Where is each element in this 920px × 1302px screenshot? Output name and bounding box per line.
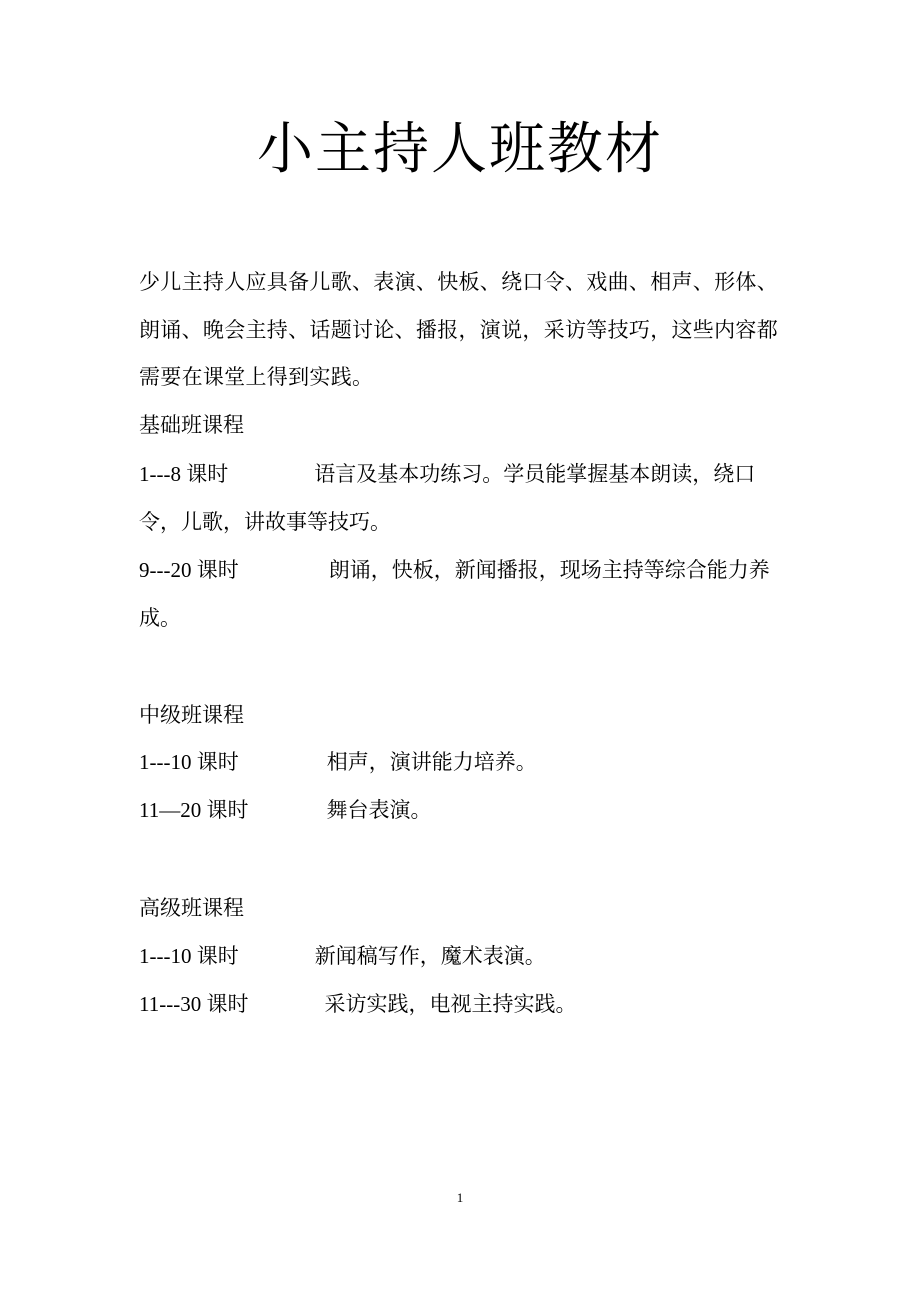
advanced-course-heading: 高级班课程 <box>139 896 244 920</box>
lesson-range: 1---10 课时 <box>139 944 239 968</box>
lesson-range: 9---20 课时 <box>139 558 239 582</box>
intermediate-course-heading: 中级班课程 <box>139 703 244 727</box>
intermediate-course-row-2 <box>139 786 787 834</box>
lesson-content: 朗诵，快板，新闻播报，现场主持等综合能力养成。 <box>139 558 770 630</box>
advanced-course-row-1 <box>139 932 787 980</box>
lesson-content: 新闻稿写作，魔术表演。 <box>314 944 546 968</box>
advanced-course-row-2 <box>139 980 787 1028</box>
basic-course-heading: 基础班课程 <box>139 413 244 437</box>
basic-course-row-2 <box>139 546 787 642</box>
lesson-range: 1---10 课时 <box>139 750 239 774</box>
intro-paragraph: 少儿主持人应具备儿歌、表演、快板、绕口令、戏曲、相声、形体、朗诵、晚会主持、话题讨论、播报，演说，采访等技巧，这些内容都需要在课堂上得到实践。 <box>139 270 778 389</box>
basic-course-row-1 <box>139 450 787 546</box>
lesson-content: 采访实践，电视主持实践。 <box>324 992 577 1016</box>
intermediate-course-row-1 <box>139 738 787 786</box>
lesson-content: 语言及基本功练习。学员能掌握基本朗读，绕口令，儿歌，讲故事等技巧。 <box>139 462 756 534</box>
page-number: 1 <box>456 1190 464 1205</box>
document-title: 小主持人班教材 <box>257 117 663 182</box>
lesson-range: 11---30 课时 <box>139 992 249 1016</box>
lesson-range: 11—20 课时 <box>139 798 249 822</box>
lesson-content: 舞台表演。 <box>326 798 432 822</box>
lesson-content: 相声，演讲能力培养。 <box>326 750 537 774</box>
lesson-range: 1---8 课时 <box>139 462 229 486</box>
